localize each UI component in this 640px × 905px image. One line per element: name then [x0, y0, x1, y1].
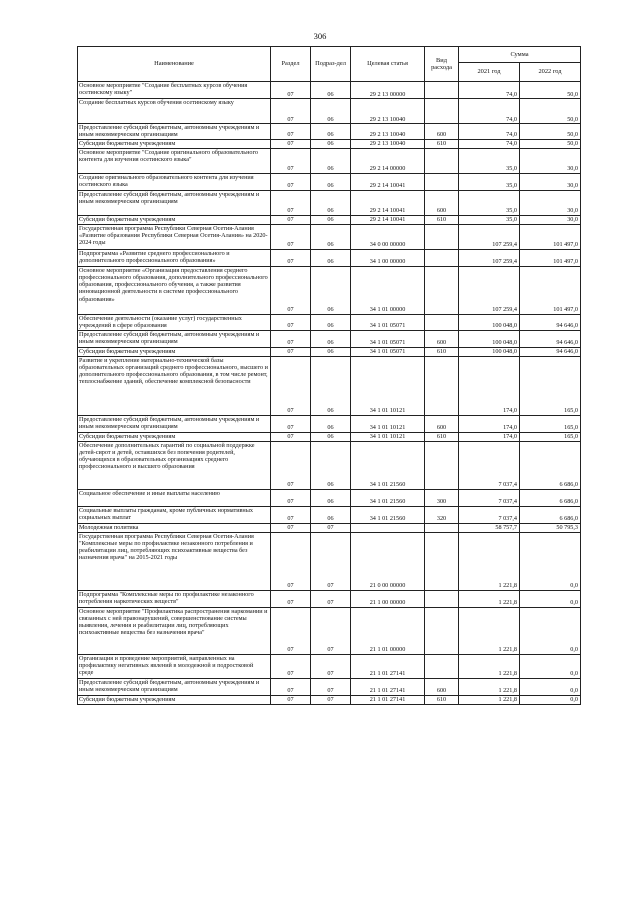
row-name: Социальные выплаты гражданам, кроме публичных нормативных социальных выплат: [78, 506, 271, 523]
table-row: [78, 441, 581, 489]
row-sum-2022: 101 497,0: [520, 224, 581, 249]
row-name: Подпрограмма "Комплексные меры по профилактике незаконного потребления наркотических веществ": [78, 590, 271, 607]
row-name: Предоставление субсидий бюджетным, автономным учреждениям и иным некоммерческим организациям: [78, 190, 271, 215]
row-section: 07: [271, 441, 311, 489]
row-subsection: 06: [311, 249, 351, 266]
row-sum-2022: 30,0: [520, 173, 581, 190]
row-sum-2021: 35,0: [459, 215, 520, 224]
table-row: [78, 489, 581, 506]
row-sum-2021: 1 221,8: [459, 607, 520, 654]
row-subsection: 06: [311, 124, 351, 140]
row-article: 34 1 01 21560: [351, 489, 425, 506]
row-expense-type: [425, 249, 459, 266]
row-article: 34 1 01 05071: [351, 314, 425, 330]
row-sum-2021: 1 221,8: [459, 532, 520, 590]
row-subsection: 06: [311, 148, 351, 173]
row-subsection: 07: [311, 607, 351, 654]
row-subsection: 06: [311, 215, 351, 224]
table-row: [78, 432, 581, 441]
row-section: 07: [271, 523, 311, 532]
row-name: Основное мероприятие "Создание оригинального образовательного контента для изучения осетинского языка": [78, 148, 271, 173]
row-expense-type: 600: [425, 330, 459, 347]
row-subsection: 06: [311, 489, 351, 506]
row-article: 29 2 14 10041: [351, 173, 425, 190]
row-subsection: 06: [311, 356, 351, 415]
row-sum-2022: 6 686,0: [520, 441, 581, 489]
row-subsection: 06: [311, 441, 351, 489]
row-name: Государственная программа Республики Северная Осетия-Алания «Развитие образования Республики Северная Осетия-Алания» на 2020-2024 годы: [78, 224, 271, 249]
row-sum-2022: 94 646,0: [520, 347, 581, 356]
row-sum-2021: 74,0: [459, 99, 520, 124]
row-subsection: 06: [311, 266, 351, 314]
header-target-article: Целевая статья: [351, 47, 425, 82]
row-expense-type: [425, 607, 459, 654]
row-section: 07: [271, 330, 311, 347]
row-subsection: 07: [311, 654, 351, 678]
row-article: 21 1 01 27141: [351, 654, 425, 678]
row-name: Субсидии бюджетным учреждениям: [78, 347, 271, 356]
row-expense-type: 600: [425, 190, 459, 215]
row-sum-2021: 100 048,0: [459, 314, 520, 330]
row-subsection: 07: [311, 678, 351, 695]
table-row: [78, 678, 581, 695]
row-section: 07: [271, 695, 311, 704]
row-article: 29 2 13 10040: [351, 99, 425, 124]
row-expense-type: [425, 654, 459, 678]
row-sum-2021: 174,0: [459, 415, 520, 432]
row-subsection: 06: [311, 82, 351, 99]
row-subsection: 07: [311, 523, 351, 532]
row-section: 07: [271, 99, 311, 124]
row-sum-2022: 50,0: [520, 82, 581, 99]
row-section: 07: [271, 506, 311, 523]
row-sum-2021: 107 259,4: [459, 249, 520, 266]
row-sum-2022: 0,0: [520, 654, 581, 678]
row-article: 34 1 01 10121: [351, 356, 425, 415]
row-article: 34 0 00 00000: [351, 224, 425, 249]
table-row: [78, 415, 581, 432]
row-sum-2022: 94 646,0: [520, 314, 581, 330]
row-article: 21 0 00 00000: [351, 532, 425, 590]
row-sum-2022: 0,0: [520, 532, 581, 590]
row-article: 29 2 13 10040: [351, 139, 425, 148]
row-expense-type: 610: [425, 139, 459, 148]
row-sum-2022: 0,0: [520, 607, 581, 654]
row-name: Обеспечение дополнительных гарантий по социальной поддержке детей-сирот и детей, оставшихся без попечения родителей, обучающихся в образовательных организациях среднего профессионального и высшего образования: [78, 441, 271, 489]
table-body: [78, 82, 581, 705]
row-section: 07: [271, 415, 311, 432]
table-row: [78, 314, 581, 330]
row-section: 07: [271, 590, 311, 607]
row-sum-2022: 165,0: [520, 432, 581, 441]
row-name: Основное мероприятие "Создание бесплатных курсов обучения осетинскому языку": [78, 82, 271, 99]
header-name: Наименование: [78, 47, 271, 82]
row-article: 34 1 00 00000: [351, 249, 425, 266]
header-year-2022: 2022 год: [520, 63, 581, 82]
row-name: Предоставление субсидий бюджетным, автономным учреждениям и иным некоммерческим организациям: [78, 415, 271, 432]
row-section: 07: [271, 356, 311, 415]
row-sum-2021: 1 221,8: [459, 590, 520, 607]
row-article: 34 1 01 21560: [351, 441, 425, 489]
row-expense-type: 600: [425, 678, 459, 695]
row-sum-2021: 58 757,7: [459, 523, 520, 532]
row-name: Обеспечение деятельности (оказание услуг) государственных учреждений в сфере образования: [78, 314, 271, 330]
row-sum-2021: 174,0: [459, 432, 520, 441]
row-expense-type: [425, 441, 459, 489]
row-section: 07: [271, 266, 311, 314]
table-row: [78, 215, 581, 224]
table-row: [78, 148, 581, 173]
table-row: [78, 249, 581, 266]
row-sum-2021: 100 048,0: [459, 330, 520, 347]
row-subsection: 06: [311, 506, 351, 523]
row-sum-2021: 1 221,8: [459, 695, 520, 704]
row-sum-2021: 107 259,4: [459, 266, 520, 314]
row-expense-type: 610: [425, 215, 459, 224]
table-row: [78, 532, 581, 590]
row-article: 29 2 14 10041: [351, 190, 425, 215]
row-sum-2021: 35,0: [459, 148, 520, 173]
row-expense-type: 300: [425, 489, 459, 506]
row-sum-2022: 165,0: [520, 415, 581, 432]
row-sum-2022: 30,0: [520, 190, 581, 215]
row-section: 07: [271, 249, 311, 266]
row-subsection: 06: [311, 173, 351, 190]
row-sum-2022: 50,0: [520, 124, 581, 140]
row-article: [351, 523, 425, 532]
row-section: 07: [271, 432, 311, 441]
row-section: 07: [271, 139, 311, 148]
table-header: [78, 47, 581, 82]
row-name: Создание оригинального образовательного контента для изучения осетинского языка: [78, 173, 271, 190]
row-article: 21 1 01 27141: [351, 678, 425, 695]
row-sum-2021: 35,0: [459, 190, 520, 215]
row-sum-2021: 107 259,4: [459, 224, 520, 249]
row-subsection: 06: [311, 330, 351, 347]
row-sum-2022: 50,0: [520, 99, 581, 124]
row-section: 07: [271, 82, 311, 99]
row-name: Субсидии бюджетным учреждениям: [78, 695, 271, 704]
row-sum-2022: 6 686,0: [520, 489, 581, 506]
row-expense-type: [425, 266, 459, 314]
table-row: [78, 173, 581, 190]
row-name: Основное мероприятие «Организация предоставления среднего профессионального образования, дополнительного профессионального образования, профессионального обучения, а также развития инновационной деятельности в системе профессионального образования»: [78, 266, 271, 314]
row-name: Субсидии бюджетным учреждениям: [78, 139, 271, 148]
row-subsection: 06: [311, 224, 351, 249]
row-article: 21 1 01 27141: [351, 695, 425, 704]
table-row: [78, 99, 581, 124]
row-name: Основное мероприятие "Профилактика распространения наркомании и связанных с ней правонарушений, совершенствование системы выявления, лечения и реабилитации лиц, потребляющих психоактивные вещества без назначения врача": [78, 607, 271, 654]
row-expense-type: [425, 590, 459, 607]
row-sum-2022: 165,0: [520, 356, 581, 415]
row-sum-2022: 0,0: [520, 590, 581, 607]
row-sum-2021: 174,0: [459, 356, 520, 415]
row-expense-type: 610: [425, 347, 459, 356]
row-expense-type: [425, 173, 459, 190]
row-section: 07: [271, 173, 311, 190]
table-row: [78, 82, 581, 99]
row-sum-2022: 6 686,0: [520, 506, 581, 523]
row-sum-2022: 101 497,0: [520, 266, 581, 314]
row-sum-2021: 7 037,4: [459, 441, 520, 489]
table-row: [78, 590, 581, 607]
row-section: 07: [271, 124, 311, 140]
row-subsection: 06: [311, 99, 351, 124]
row-sum-2021: 74,0: [459, 139, 520, 148]
row-subsection: 06: [311, 314, 351, 330]
row-name: Социальное обеспечение и иные выплаты населению: [78, 489, 271, 506]
row-section: 07: [271, 678, 311, 695]
header-section: Раздел: [271, 47, 311, 82]
header-expense-type: Вид расхода: [425, 47, 459, 82]
row-article: 34 1 01 05071: [351, 330, 425, 347]
header-sum: Сумма: [459, 47, 581, 63]
row-sum-2021: 74,0: [459, 82, 520, 99]
row-section: 07: [271, 489, 311, 506]
row-sum-2021: 100 048,0: [459, 347, 520, 356]
row-sum-2022: 101 497,0: [520, 249, 581, 266]
row-sum-2021: 7 037,4: [459, 489, 520, 506]
row-article: 34 1 01 00000: [351, 266, 425, 314]
row-article: 29 2 13 00000: [351, 82, 425, 99]
row-expense-type: 610: [425, 695, 459, 704]
row-section: 07: [271, 654, 311, 678]
row-name: Субсидии бюджетным учреждениям: [78, 215, 271, 224]
row-article: 29 2 13 10040: [351, 124, 425, 140]
table-row: [78, 523, 581, 532]
table-row: [78, 347, 581, 356]
row-name: Подпрограмма «Развитие среднего профессионального и дополнительного профессионального образования»: [78, 249, 271, 266]
page-number: 306: [313, 31, 327, 41]
row-subsection: 06: [311, 432, 351, 441]
row-name: Субсидии бюджетным учреждениям: [78, 432, 271, 441]
row-expense-type: [425, 532, 459, 590]
row-name: Создание бесплатных курсов обучения осетинскому языку: [78, 99, 271, 124]
row-expense-type: [425, 356, 459, 415]
row-name: Предоставление субсидий бюджетным, автономным учреждениям и иным некоммерческим организациям: [78, 330, 271, 347]
row-sum-2021: 74,0: [459, 124, 520, 140]
row-section: 07: [271, 347, 311, 356]
row-name: Молодежная политика: [78, 523, 271, 532]
row-sum-2022: 30,0: [520, 215, 581, 224]
row-article: 34 1 01 10121: [351, 415, 425, 432]
row-subsection: 06: [311, 347, 351, 356]
table-row: [78, 356, 581, 415]
row-article: 29 2 14 00000: [351, 148, 425, 173]
row-name: Развитие и укрепление материально-технической базы образовательных организаций среднего профессионального, высшего и дополнительного профессионального образования, в том числе ремонт, теплоснабжение зданий, обеспечение комплексной безопасности: [78, 356, 271, 415]
row-section: 07: [271, 190, 311, 215]
row-name: Организация и проведение мероприятий, направленных на профилактику негативных явлений в молодежной и подростковой среде: [78, 654, 271, 678]
row-sum-2022: 30,0: [520, 148, 581, 173]
table-row: [78, 607, 581, 654]
row-sum-2022: 0,0: [520, 678, 581, 695]
row-sum-2022: 50,0: [520, 139, 581, 148]
row-sum-2021: 1 221,8: [459, 678, 520, 695]
row-expense-type: [425, 99, 459, 124]
table-row: [78, 224, 581, 249]
budget-table: [77, 46, 581, 705]
table-row: [78, 266, 581, 314]
table-row: [78, 506, 581, 523]
row-sum-2022: 50 795,3: [520, 523, 581, 532]
row-sum-2021: 1 221,8: [459, 654, 520, 678]
row-sum-2022: 94 646,0: [520, 330, 581, 347]
row-article: 34 1 01 05071: [351, 347, 425, 356]
row-section: 07: [271, 224, 311, 249]
header-year-2021: 2021 год: [459, 63, 520, 82]
row-expense-type: [425, 82, 459, 99]
table-row: [78, 190, 581, 215]
row-subsection: 07: [311, 590, 351, 607]
table-row: [78, 124, 581, 140]
header-subsection: Подраз-дел: [311, 47, 351, 82]
row-expense-type: [425, 224, 459, 249]
row-expense-type: 600: [425, 415, 459, 432]
row-subsection: 06: [311, 190, 351, 215]
row-article: 34 1 01 21560: [351, 506, 425, 523]
row-subsection: 07: [311, 695, 351, 704]
row-subsection: 06: [311, 415, 351, 432]
row-section: 07: [271, 148, 311, 173]
row-section: 07: [271, 215, 311, 224]
row-expense-type: 610: [425, 432, 459, 441]
row-subsection: 07: [311, 532, 351, 590]
table-row: [78, 330, 581, 347]
row-name: Предоставление субсидий бюджетным, автономным учреждениям и иным некоммерческим организациям: [78, 124, 271, 140]
row-name: Предоставление субсидий бюджетным, автономным учреждениям и иным некоммерческим организациям: [78, 678, 271, 695]
table-row: [78, 139, 581, 148]
row-expense-type: 600: [425, 124, 459, 140]
row-article: 34 1 01 10121: [351, 432, 425, 441]
row-expense-type: [425, 523, 459, 532]
row-article: 29 2 14 10041: [351, 215, 425, 224]
table-row: [78, 695, 581, 704]
table-row: [78, 654, 581, 678]
row-article: 21 1 00 00000: [351, 590, 425, 607]
row-section: 07: [271, 607, 311, 654]
row-sum-2022: 0,0: [520, 695, 581, 704]
row-expense-type: 320: [425, 506, 459, 523]
row-section: 07: [271, 314, 311, 330]
row-article: 21 1 01 00000: [351, 607, 425, 654]
row-sum-2021: 35,0: [459, 173, 520, 190]
row-section: 07: [271, 532, 311, 590]
row-expense-type: [425, 314, 459, 330]
row-subsection: 06: [311, 139, 351, 148]
row-name: Государственная программа Республики Северная Осетия-Алания "Комплексные меры по профилактике незаконного потребления и реабилитации лиц, потребляющих психоактивные вещества без назначения врача" на 2015-2021 годы: [78, 532, 271, 590]
row-expense-type: [425, 148, 459, 173]
row-sum-2021: 7 037,4: [459, 506, 520, 523]
